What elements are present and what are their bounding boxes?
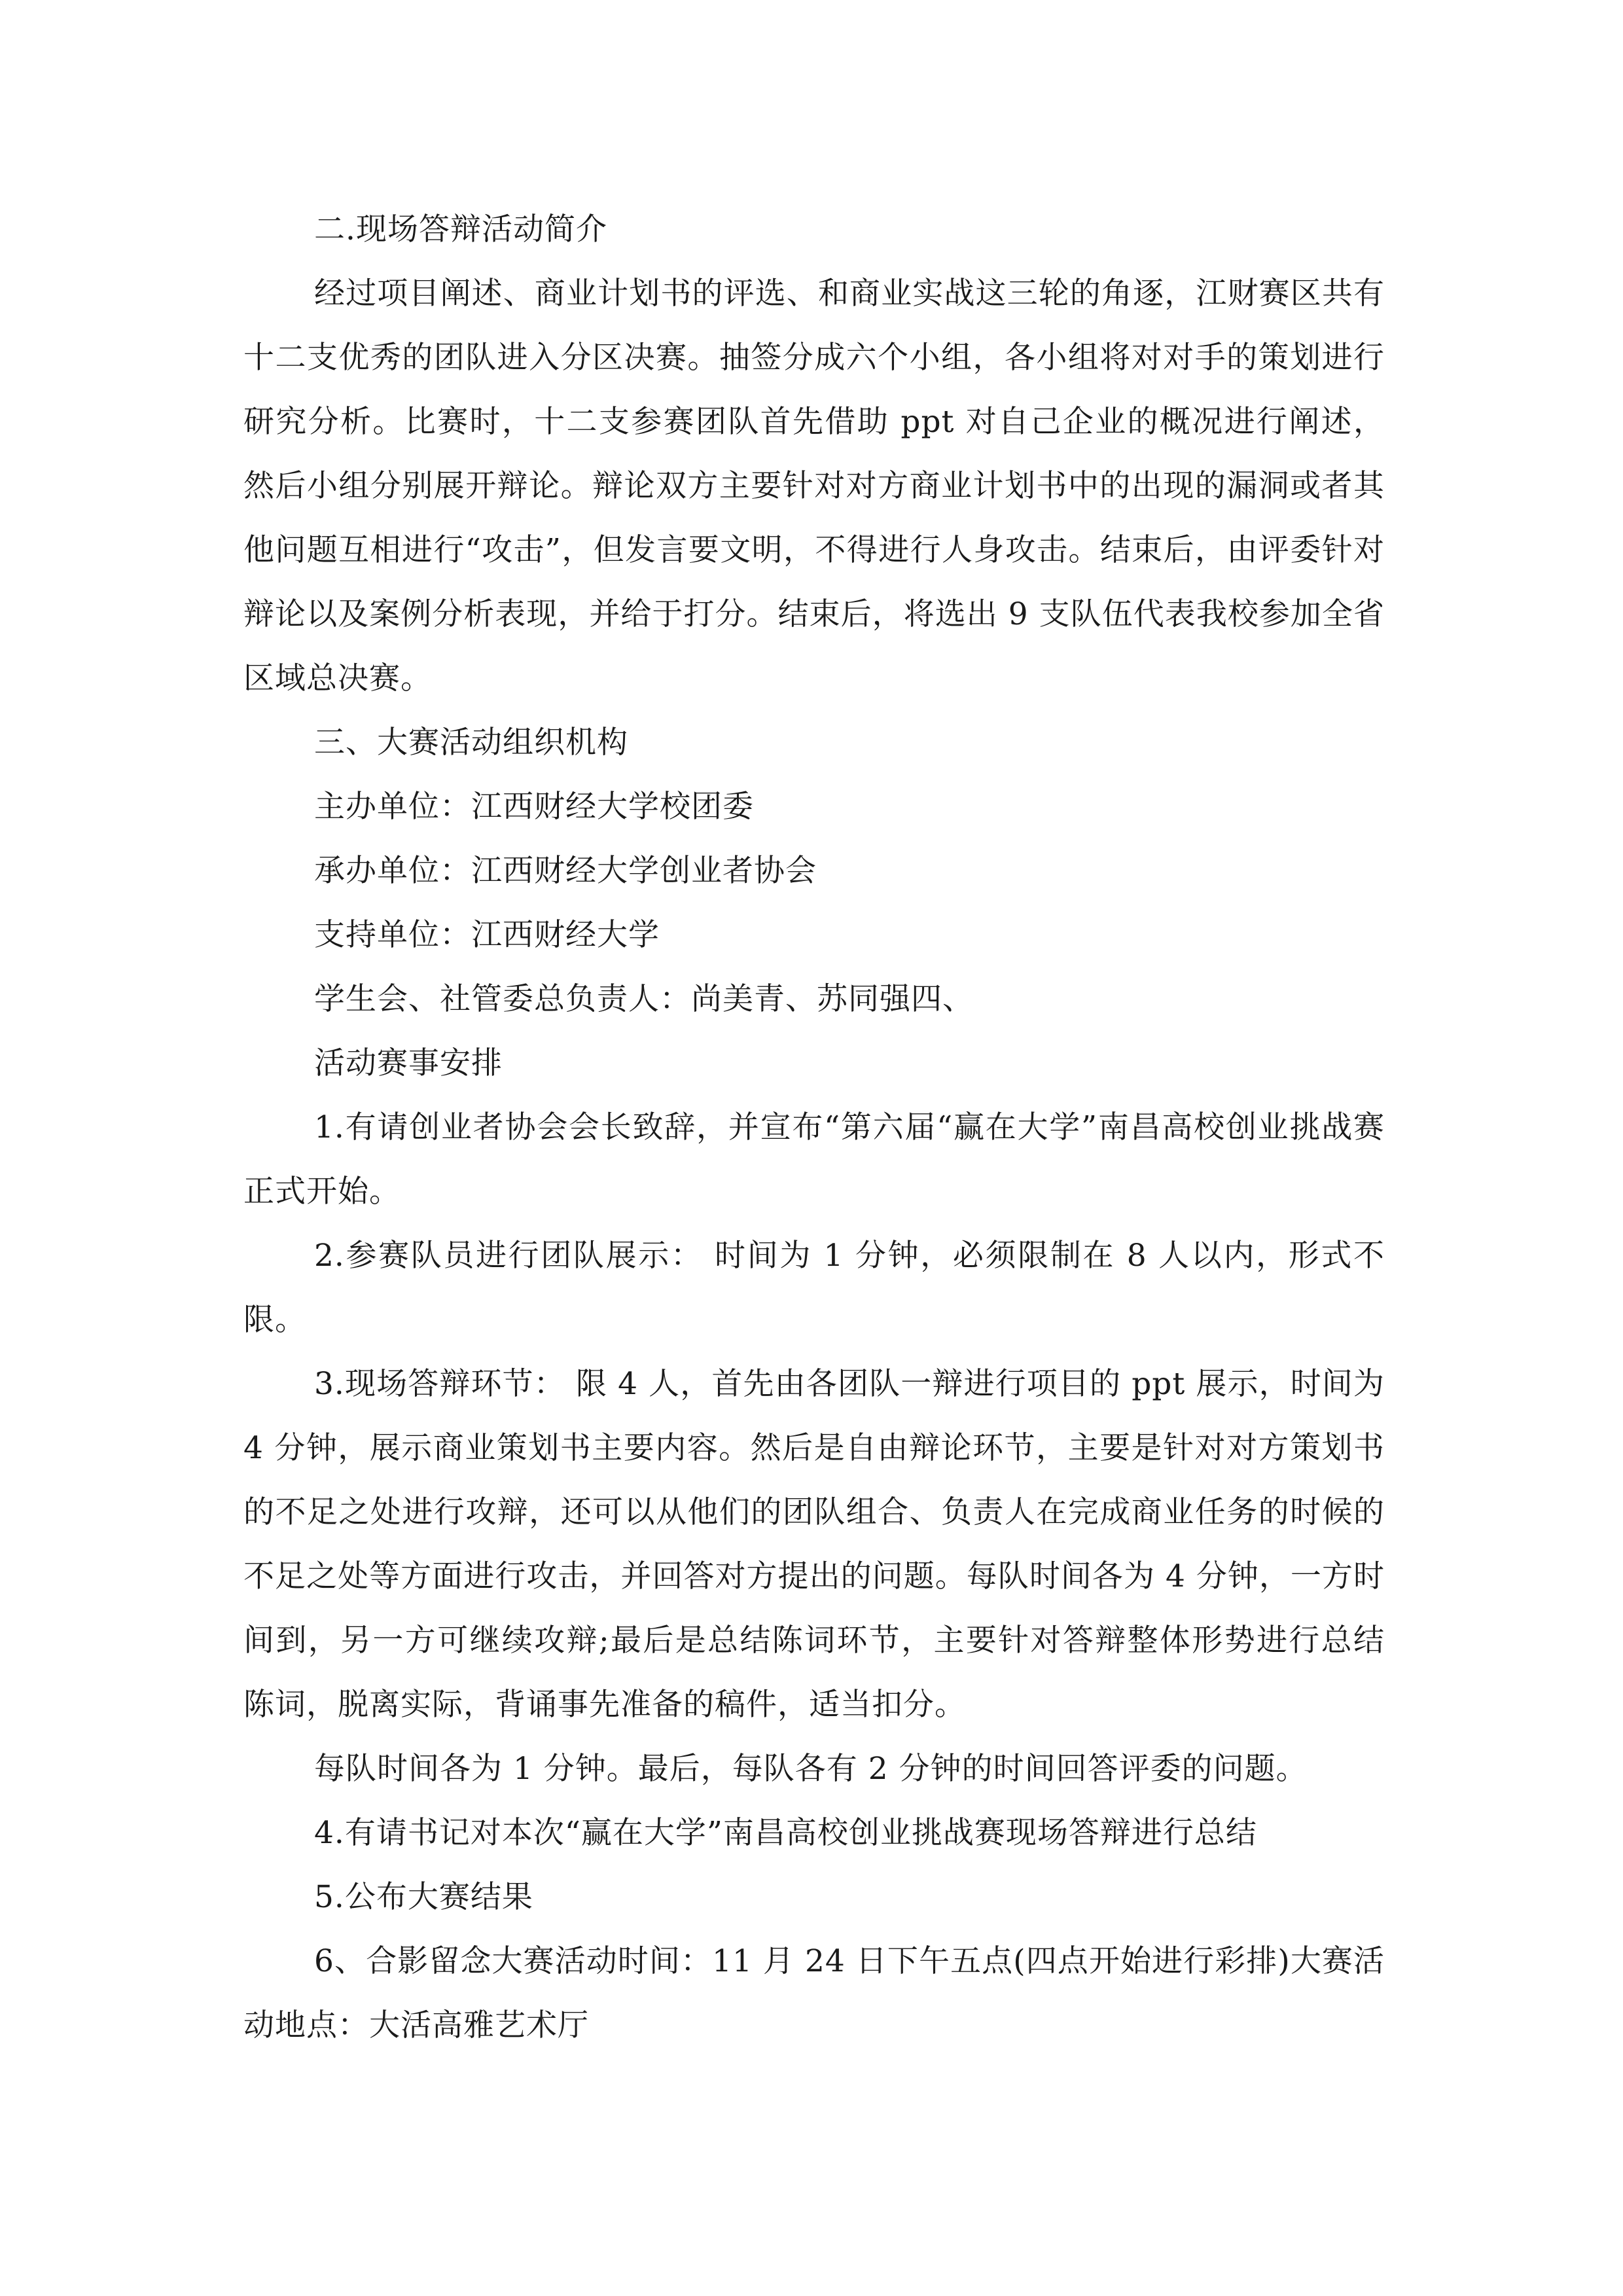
section-heading-2: 二.现场答辩活动简介 [314, 211, 607, 247]
paragraph-intro: 经过项目阐述、商业计划书的评选、和商业实战这三轮的角逐，江财赛区共有十二支优秀的团队进入分区决赛。抽签分成六个小组，各小组将对对手的策划进行研究分析。比赛时，十二支参赛团队首先借助 ppt 对自己企业的概况进行阐述，然后小组分别展开辩论。辩论双方主要针对对方商业计划书中的出现的漏洞或者其他问题互相进行“攻击”，但发言要文明，不得进行人身攻击。结束后，由评委针对辩论以及案例分析表现，并给于打分。结束后，将选出 9 支队伍代表我校参加全省区域总决赛。 [243, 276, 1385, 696]
schedule-item-3-note: 每队时间各为 1 分钟。最后，每队各有 2 分钟的时间回答评委的问题。 [314, 1751, 1308, 1787]
document-body [243, 198, 1385, 2058]
schedule-heading: 活动赛事安排 [314, 1045, 503, 1081]
section-heading-3: 三、大赛活动组织机构 [314, 725, 628, 761]
schedule-item-1: 1.有请创业者协会会长致辞，并宣布“第六届“赢在大学”南昌高校创业挑战赛正式开始。 [243, 1109, 1385, 1210]
schedule-item-6: 6、合影留念大赛活动时间：11 月 24 日下午五点(四点开始进行彩排)大赛活动地点：大活高雅艺术厅 [243, 1943, 1385, 2043]
organizer-leaders: 学生会、社管委总负责人：尚美青、苏同强四、 [314, 981, 974, 1017]
schedule-item-4: 4.有请书记对本次“赢在大学”南昌高校创业挑战赛现场答辩进行总结 [314, 1815, 1257, 1851]
schedule-item-2: 2.参赛队员进行团队展示： 时间为 1 分钟，必须限制在 8 人以内，形式不限。 [243, 1238, 1385, 1338]
organizer-host: 主办单位：江西财经大学校团委 [314, 789, 754, 825]
organizer-supporter: 支持单位：江西财经大学 [314, 917, 660, 953]
organizer-undertaker: 承办单位：江西财经大学创业者协会 [314, 853, 817, 889]
schedule-item-5: 5.公布大赛结果 [314, 1879, 533, 1915]
schedule-item-3: 3.现场答辩环节： 限 4 人，首先由各团队一辩进行项目的 ppt 展示，时间为 4 分钟，展示商业策划书主要内容。然后是自由辩论环节，主要是针对对方策划书的不足之处进行攻辩，还可以从他们的团队组合、负责人在完成商业任务的时候的不足之处等方面进行攻击，并回答对方提出的问题。每队时间各为 4 分钟，一方时间到，另一方可继续攻辩;最后是总结陈词环节，主要针对答辩整体形势进行总结陈词，脱离实际，背诵事先准备的稿件，适当扣分。 [243, 1366, 1385, 1723]
